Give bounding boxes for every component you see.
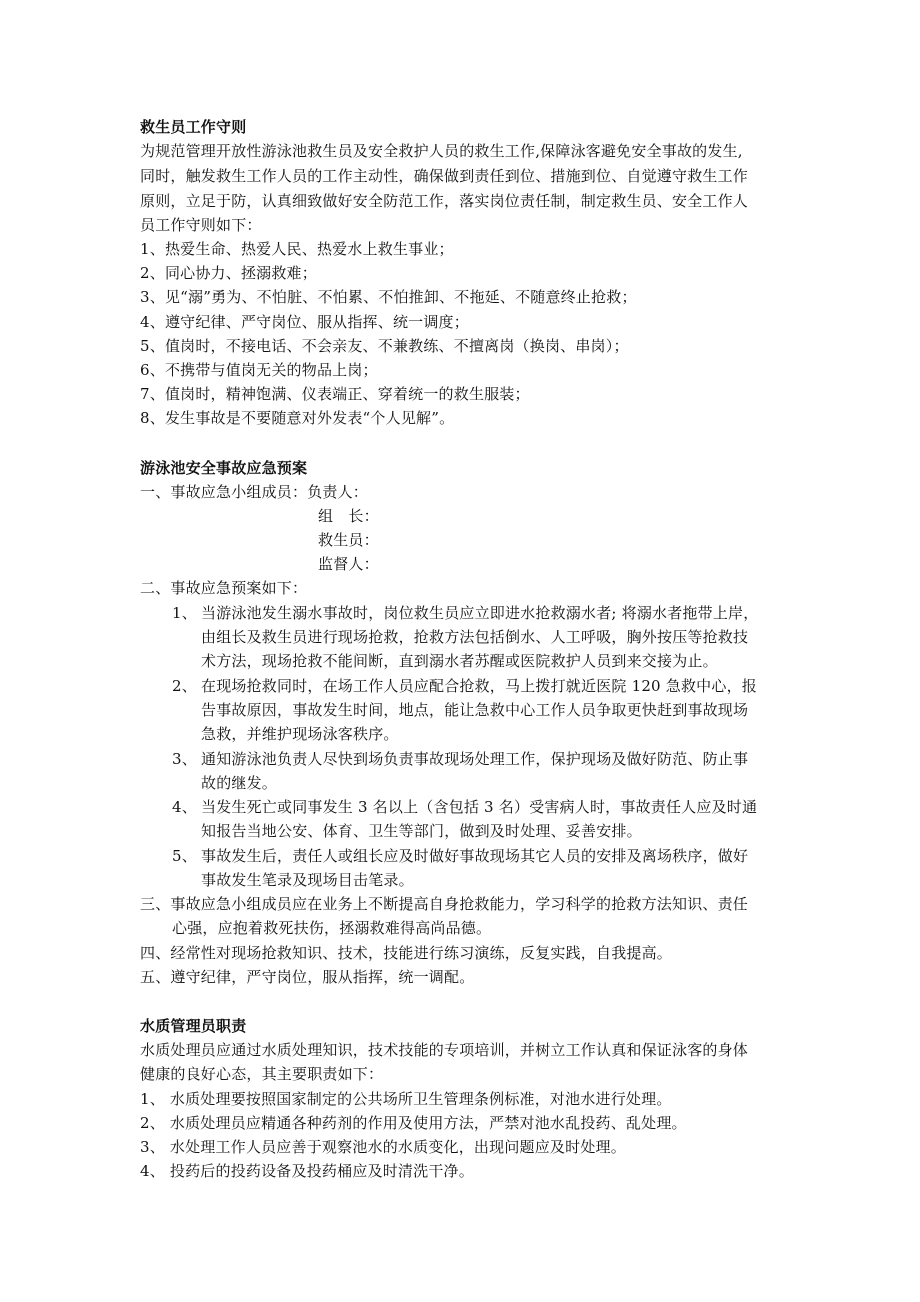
rule-item: 8、发生事故是不要随意对外发表“个人见解”。 <box>140 409 455 427</box>
section-title-lifeguard-rules: 救生员工作守则 <box>140 118 247 136</box>
plan-item-line: 通知游泳池负责人尽快到场负责事故现场处理工作，保护现场及做好防范、防止事 <box>201 750 749 768</box>
rule-item: 2、同心协力、拯溺救难； <box>140 264 317 282</box>
intro-line: 同时，触发救生工作人员的工作主动性，确保做到责任到位、措施到位、自觉遵守救生工作 <box>140 167 749 185</box>
rule-item: 3、见“溺”勇为、不怕脏、不怕累、不怕推卸、不拖延、不随意终止抢救； <box>140 288 637 306</box>
duty-item: 1、 水质处理要按照国家制定的公共场所卫生管理条例标准，对池水进行处理。 <box>140 1090 672 1108</box>
plan-item-number: 4、 <box>172 798 197 816</box>
plan-item-line: 在现场抢救同时，在场工作人员应配合抢救，马上拨打就近医院 120 急救中心，报 <box>201 677 757 695</box>
plan-item-line: 事故发生笔录及现场目击笔录。 <box>201 871 414 889</box>
plan-item-number: 1、 <box>172 604 197 622</box>
intro-line: 为规范管理开放性游泳池救生员及安全救护人员的救生工作,保障泳客避免安全事故的发生, <box>140 142 743 160</box>
rule-item: 1、热爱生命、热爱人民、热爱水上救生事业； <box>140 240 454 258</box>
part3-line: 三、事故应急小组成员应在业务上不断提高自身抢救能力，学习科学的抢救方法知识、责任 <box>140 895 749 913</box>
plan-item-line: 事故发生后，责任人或组长应及时做好事故现场其它人员的安排及离场秩序，做好 <box>201 847 749 865</box>
rule-item: 5、值岗时，不接电话、不会亲友、不兼教练、不擅离岗（换岗、串岗）； <box>140 337 629 355</box>
member-role: 救生员： <box>318 531 379 549</box>
plan-item-line: 急救，并维护现场泳客秩序。 <box>201 725 399 743</box>
rule-item: 7、值岗时，精神饱满、仪表端正、穿着统一的救生服装； <box>140 385 530 403</box>
member-role: 组 长： <box>318 507 379 525</box>
plan-item-line: 当游泳池发生溺水事故时，岗位救生员应立即进水抢救溺水者; 将溺水者拖带上岸， <box>201 604 759 622</box>
part2-label: 二、事故应急预案如下： <box>140 579 308 597</box>
duty-item: 3、 水处理工作人员应善于观察池水的水质变化，出现问题应及时处理。 <box>140 1138 626 1156</box>
section-title-water-quality: 水质管理员职责 <box>140 1017 247 1035</box>
section-title-emergency-plan: 游泳池安全事故应急预案 <box>140 459 308 477</box>
plan-item-number: 5、 <box>172 847 197 865</box>
intro-line: 原则，立足于防，认真细致做好安全防范工作，落实岗位责任制，制定救生员、安全工作人 <box>140 192 749 210</box>
plan-item-line: 故的继发。 <box>201 774 278 792</box>
plan-item-line: 告事故原因，事故发生时间，地点，能让急救中心工作人员争取更快赶到事故现场 <box>201 701 749 719</box>
plan-item-line: 术方法，现场抢救不能间断，直到溺水者苏醒或医院救护人员到来交接为止。 <box>201 652 718 670</box>
rule-item: 4、遵守纪律、严守岗位、服从指挥、统一调度； <box>140 313 469 331</box>
member-role: 监督人： <box>318 555 379 573</box>
plan-item-line: 当发生死亡或同事发生 3 名以上（含包括 3 名）受害病人时，事故责任人应及时通 <box>201 798 758 816</box>
plan-item-line: 知报告当地公安、体育、卫生等部门，做到及时处理、妥善安排。 <box>201 822 642 840</box>
part1-label: 一、事故应急小组成员：负责人： <box>140 483 369 501</box>
plan-item-number: 3、 <box>172 750 197 768</box>
plan-item-number: 2、 <box>172 677 197 695</box>
plan-item-line: 由组长及救生员进行现场抢救，抢救方法包括倒水、人工呼吸，胸外按压等抢救技 <box>201 628 749 646</box>
duty-item: 4、 投药后的投药设备及投药桶应及时清洗干净。 <box>140 1162 474 1180</box>
intro-line: 水质处理员应通过水质处理知识，技术技能的专项培训，并树立工作认真和保证泳客的身体 <box>140 1041 749 1059</box>
part3-line: 心强，应抱着救死扶伤，拯溺救难得高尚品德。 <box>172 919 492 937</box>
intro-line: 健康的良好心态，其主要职责如下： <box>140 1065 384 1083</box>
part5-line: 五、遵守纪律，严守岗位，服从指挥，统一调配。 <box>140 968 475 986</box>
part4-line: 四、经常性对现场抢救知识、技术，技能进行练习演练，反复实践，自我提高。 <box>140 944 673 962</box>
rule-item: 6、不携带与值岗无关的物品上岗； <box>140 361 378 379</box>
intro-line: 员工作守则如下： <box>140 216 262 234</box>
duty-item: 2、 水质处理员应精通各种药剂的作用及使用方法，严禁对池水乱投药、乱处理。 <box>140 1114 687 1132</box>
